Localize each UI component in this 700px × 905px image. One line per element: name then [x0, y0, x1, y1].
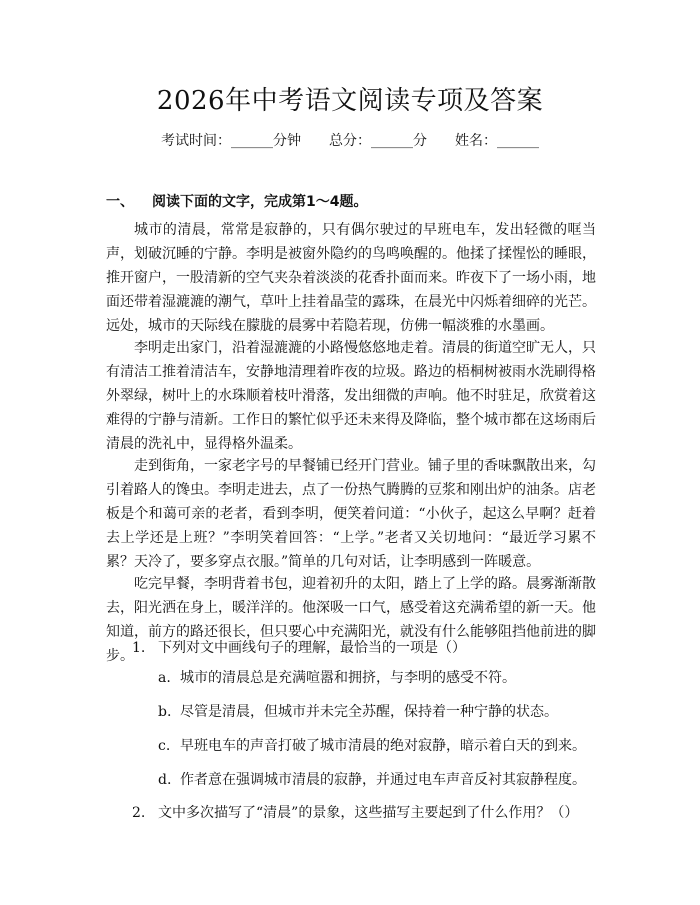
- option-label: d.: [158, 772, 172, 788]
- question-1: [132, 638, 602, 658]
- option-d[interactable]: [158, 770, 598, 790]
- option-label: c.: [158, 738, 171, 754]
- option-label: b.: [158, 704, 172, 720]
- question-text: 文中多次描写了“清晨”的景象，这些描写主要起到了什么作用？（）: [158, 805, 579, 821]
- passage-paragraph-1: 城市的清晨，常常是寂静的，只有偶尔驶过的早班电车，发出轻微的哐当声，划破沉睡的宁静。李明是被窗外隐约的鸟鸣唤醒的。他揉了揉惺忪的睡眼，推开窗户，一股清新的空气夹杂着淡淡的花香扑面而来。昨夜下了一场小雨，地面还带着湿漉漉的潮气，草叶上挂着晶莹的露珠，在晨光中闪烁着细碎的光芒。远处，城市的天际线在朦胧的晨雾中若隐若现，仿佛一幅淡雅的水墨画。: [106, 222, 596, 334]
- name-field: 姓名：______: [455, 133, 539, 149]
- option-text: 作者意在强调城市清晨的寂静，并通过电车声音反衬其寂静程度。: [180, 772, 586, 788]
- question-2: [132, 803, 602, 823]
- passage-paragraph-2: 李明走出家门，沿着湿漉漉的小路慢悠悠地走着。清晨的街道空旷无人，只有清洁工推着清洁车，安静地清理着昨夜的垃圾。路边的梧桐树被雨水洗刷得格外翠绿，树叶上的水珠顺着枝叶滑落，发出细微的声响。他不时驻足，欣赏着这难得的宁静与清新。工作日的繁忙似乎还未来得及降临，整个城市都在这场雨后清晨的洗礼中，显得格外温柔。: [106, 340, 596, 452]
- question-number: 1.: [132, 640, 146, 656]
- option-text: 早班电车的声音打破了城市清晨的绝对寂静，暗示着白天的到来。: [180, 738, 586, 754]
- option-text: 尽管是清晨，但城市并未完全苏醒，保持着一种宁静的状态。: [180, 704, 558, 720]
- total-score-field: 总分：______分: [329, 133, 427, 149]
- exam-info-line: [0, 132, 700, 150]
- section-number: 一、: [106, 194, 134, 210]
- option-label: a.: [158, 670, 171, 686]
- passage-paragraph-4: 吃完早餐，李明背着书包，迎着初升的太阳，踏上了上学的路。晨雾渐渐散去，阳光洒在身上，暖洋洋的。他深吸一口气，感受着这充满希望的新一天。他知道，前方的路还很长，但只要心中充满阳光，就没有什么能够阻挡他前进的脚步。: [106, 576, 596, 664]
- option-c[interactable]: [158, 736, 598, 756]
- page-title: 2026年中考语文阅读专项及答案: [156, 86, 544, 116]
- option-a[interactable]: [158, 668, 598, 688]
- question-text: 下列对文中画线句子的理解，最恰当的一项是（）: [158, 640, 466, 656]
- exam-time-field: 考试时间：______分钟: [161, 133, 301, 149]
- question-number: 2.: [132, 805, 146, 821]
- option-text: 城市的清晨总是充满喧嚣和拥挤，与李明的感受不符。: [180, 670, 516, 686]
- passage-paragraph-3: 走到街角，一家老字号的早餐铺已经开门营业。铺子里的香味飘散出来，勾引着路人的馋虫。李明走进去，点了一份热气腾腾的豆浆和刚出炉的油条。店老板是个和蔼可亲的老者，看到李明，便笑着问道：“小伙子，起这么早啊？赶着去上学还是上班？”李明笑着回答：“上学。”老者又关切地问：“最近学习累不累？天冷了，要多穿点衣服。”简单的几句对话，让李明感到一阵暖意。: [106, 458, 596, 570]
- section-instruction: 阅读下面的文字，完成第1～4题。: [152, 194, 368, 210]
- option-b[interactable]: [158, 702, 598, 722]
- section-heading: [106, 193, 367, 211]
